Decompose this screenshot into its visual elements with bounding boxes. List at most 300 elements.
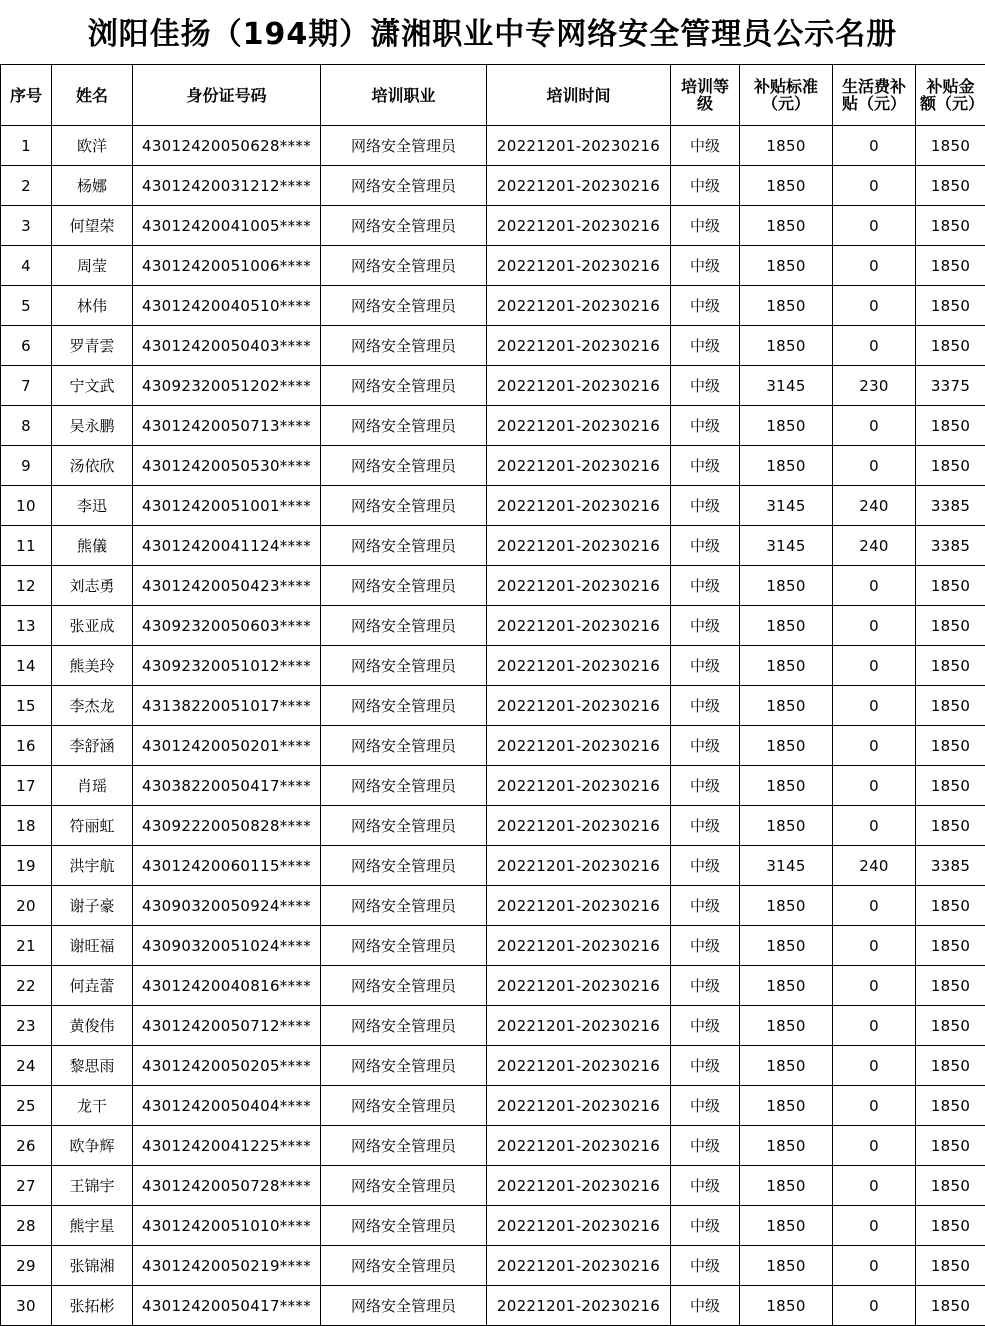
cell-occupation: 网络安全管理员 [321, 1046, 487, 1086]
cell-living-subsidy: 0 [833, 206, 916, 246]
cell-training-level: 中级 [671, 726, 740, 766]
cell-training-period: 20221201-20230216 [487, 1126, 671, 1166]
table-row [1, 1046, 985, 1086]
cell-subsidy-amount: 1850 [916, 966, 985, 1006]
cell-training-period: 20221201-20230216 [487, 246, 671, 286]
cell-training-level: 中级 [671, 1286, 740, 1326]
cell-occupation: 网络安全管理员 [321, 606, 487, 646]
cell-id-number: 43092320051012**** [133, 646, 321, 686]
cell-training-level: 中级 [671, 766, 740, 806]
cell-no: 21 [1, 926, 52, 966]
cell-occupation: 网络安全管理员 [321, 1126, 487, 1166]
cell-name: 何望荣 [52, 206, 133, 246]
cell-training-period: 20221201-20230216 [487, 406, 671, 446]
column-header-training-level: 培训等级 [671, 65, 740, 126]
cell-living-subsidy: 0 [833, 926, 916, 966]
cell-occupation: 网络安全管理员 [321, 1086, 487, 1126]
cell-id-number: 43012420050712**** [133, 1006, 321, 1046]
cell-training-level: 中级 [671, 166, 740, 206]
table-row [1, 166, 985, 206]
cell-subsidy-standard: 1850 [740, 726, 833, 766]
cell-no: 30 [1, 1286, 52, 1326]
cell-id-number: 43012420050205**** [133, 1046, 321, 1086]
cell-id-number: 43138220051017**** [133, 686, 321, 726]
cell-occupation: 网络安全管理员 [321, 326, 487, 366]
column-header-training-period: 培训时间 [487, 65, 671, 126]
cell-subsidy-amount: 1850 [916, 446, 985, 486]
cell-no: 16 [1, 726, 52, 766]
cell-training-period: 20221201-20230216 [487, 926, 671, 966]
cell-training-period: 20221201-20230216 [487, 886, 671, 926]
cell-name: 肖瑶 [52, 766, 133, 806]
cell-id-number: 43012420050403**** [133, 326, 321, 366]
cell-living-subsidy: 0 [833, 886, 916, 926]
cell-no: 12 [1, 566, 52, 606]
cell-occupation: 网络安全管理员 [321, 1166, 487, 1206]
cell-training-level: 中级 [671, 446, 740, 486]
cell-subsidy-amount: 1850 [916, 886, 985, 926]
cell-subsidy-standard: 1850 [740, 886, 833, 926]
cell-occupation: 网络安全管理员 [321, 406, 487, 446]
cell-name: 符丽虹 [52, 806, 133, 846]
cell-training-period: 20221201-20230216 [487, 1046, 671, 1086]
cell-training-level: 中级 [671, 1126, 740, 1166]
table-row [1, 686, 985, 726]
cell-name: 汤依欣 [52, 446, 133, 486]
cell-name: 张亚成 [52, 606, 133, 646]
cell-id-number: 43090320051024**** [133, 926, 321, 966]
cell-subsidy-standard: 1850 [740, 1086, 833, 1126]
cell-name: 黎思雨 [52, 1046, 133, 1086]
cell-name: 熊宇星 [52, 1206, 133, 1246]
cell-training-level: 中级 [671, 886, 740, 926]
cell-training-level: 中级 [671, 286, 740, 326]
cell-name: 张拓彬 [52, 1286, 133, 1326]
cell-subsidy-amount: 1850 [916, 246, 985, 286]
cell-name: 林伟 [52, 286, 133, 326]
cell-subsidy-amount: 3375 [916, 366, 985, 406]
cell-training-level: 中级 [671, 1006, 740, 1046]
cell-no: 3 [1, 206, 52, 246]
cell-training-period: 20221201-20230216 [487, 1206, 671, 1246]
cell-subsidy-standard: 1850 [740, 1006, 833, 1046]
cell-training-level: 中级 [671, 526, 740, 566]
cell-no: 11 [1, 526, 52, 566]
cell-id-number: 43012420050201**** [133, 726, 321, 766]
cell-name: 洪宇航 [52, 846, 133, 886]
cell-no: 24 [1, 1046, 52, 1086]
cell-id-number: 43012420050628**** [133, 126, 321, 166]
cell-occupation: 网络安全管理员 [321, 526, 487, 566]
cell-occupation: 网络安全管理员 [321, 166, 487, 206]
cell-living-subsidy: 0 [833, 1166, 916, 1206]
cell-training-period: 20221201-20230216 [487, 846, 671, 886]
table-row [1, 566, 985, 606]
cell-no: 23 [1, 1006, 52, 1046]
cell-training-period: 20221201-20230216 [487, 726, 671, 766]
cell-training-period: 20221201-20230216 [487, 286, 671, 326]
cell-living-subsidy: 0 [833, 606, 916, 646]
page-title: 浏阳佳扬（194期）潇湘职业中专网络安全管理员公示名册 [87, 17, 898, 52]
cell-subsidy-amount: 1850 [916, 1286, 985, 1326]
cell-occupation: 网络安全管理员 [321, 206, 487, 246]
cell-no: 4 [1, 246, 52, 286]
cell-id-number: 43012420050404**** [133, 1086, 321, 1126]
cell-id-number: 43012420041225**** [133, 1126, 321, 1166]
cell-training-level: 中级 [671, 1206, 740, 1246]
cell-subsidy-amount: 1850 [916, 806, 985, 846]
cell-training-period: 20221201-20230216 [487, 686, 671, 726]
cell-subsidy-standard: 1850 [740, 646, 833, 686]
cell-subsidy-amount: 1850 [916, 1246, 985, 1286]
table-row [1, 1086, 985, 1126]
cell-no: 9 [1, 446, 52, 486]
cell-training-level: 中级 [671, 966, 740, 1006]
cell-subsidy-standard: 1850 [740, 606, 833, 646]
cell-subsidy-standard: 1850 [740, 1126, 833, 1166]
column-header-living-subsidy: 生活费补贴（元） [833, 65, 916, 126]
cell-subsidy-standard: 3145 [740, 526, 833, 566]
cell-living-subsidy: 0 [833, 766, 916, 806]
cell-training-level: 中级 [671, 846, 740, 886]
cell-subsidy-amount: 3385 [916, 526, 985, 566]
cell-training-period: 20221201-20230216 [487, 646, 671, 686]
cell-no: 25 [1, 1086, 52, 1126]
cell-subsidy-amount: 1850 [916, 1166, 985, 1206]
table-row [1, 1166, 985, 1206]
cell-occupation: 网络安全管理员 [321, 1246, 487, 1286]
cell-training-period: 20221201-20230216 [487, 606, 671, 646]
cell-occupation: 网络安全管理员 [321, 1206, 487, 1246]
cell-subsidy-standard: 1850 [740, 566, 833, 606]
cell-living-subsidy: 0 [833, 446, 916, 486]
cell-subsidy-amount: 1850 [916, 1046, 985, 1086]
cell-training-level: 中级 [671, 486, 740, 526]
cell-subsidy-amount: 1850 [916, 566, 985, 606]
cell-no: 19 [1, 846, 52, 886]
table-row [1, 646, 985, 686]
cell-subsidy-standard: 1850 [740, 1166, 833, 1206]
cell-name: 张锦湘 [52, 1246, 133, 1286]
header-row [1, 65, 985, 126]
cell-id-number: 43012420050728**** [133, 1166, 321, 1206]
cell-no: 22 [1, 966, 52, 1006]
cell-name: 王锦宇 [52, 1166, 133, 1206]
cell-subsidy-amount: 3385 [916, 846, 985, 886]
cell-subsidy-amount: 1850 [916, 406, 985, 446]
cell-training-period: 20221201-20230216 [487, 1246, 671, 1286]
cell-no: 26 [1, 1126, 52, 1166]
cell-name: 欧洋 [52, 126, 133, 166]
cell-living-subsidy: 0 [833, 686, 916, 726]
cell-subsidy-amount: 1850 [916, 1206, 985, 1246]
cell-living-subsidy: 240 [833, 486, 916, 526]
cell-name: 熊美玲 [52, 646, 133, 686]
table-row [1, 206, 985, 246]
table-row [1, 606, 985, 646]
cell-subsidy-amount: 1850 [916, 766, 985, 806]
cell-name: 谢子豪 [52, 886, 133, 926]
cell-training-period: 20221201-20230216 [487, 1086, 671, 1126]
cell-living-subsidy: 0 [833, 246, 916, 286]
cell-no: 17 [1, 766, 52, 806]
cell-training-period: 20221201-20230216 [487, 366, 671, 406]
cell-id-number: 43092320051202**** [133, 366, 321, 406]
cell-training-period: 20221201-20230216 [487, 1006, 671, 1046]
cell-id-number: 43012420050530**** [133, 446, 321, 486]
cell-subsidy-standard: 1850 [740, 206, 833, 246]
table-row [1, 126, 985, 166]
cell-training-period: 20221201-20230216 [487, 206, 671, 246]
cell-subsidy-amount: 1850 [916, 126, 985, 166]
cell-id-number: 43090320050924**** [133, 886, 321, 926]
cell-id-number: 43092320050603**** [133, 606, 321, 646]
table-row [1, 726, 985, 766]
cell-subsidy-standard: 3145 [740, 486, 833, 526]
cell-subsidy-standard: 3145 [740, 846, 833, 886]
cell-living-subsidy: 0 [833, 326, 916, 366]
cell-name: 刘志勇 [52, 566, 133, 606]
cell-living-subsidy: 0 [833, 406, 916, 446]
cell-id-number: 43012420041124**** [133, 526, 321, 566]
cell-no: 2 [1, 166, 52, 206]
cell-living-subsidy: 240 [833, 526, 916, 566]
cell-name: 何垚蕾 [52, 966, 133, 1006]
cell-subsidy-standard: 1850 [740, 766, 833, 806]
table-row [1, 486, 985, 526]
cell-no: 15 [1, 686, 52, 726]
cell-training-period: 20221201-20230216 [487, 446, 671, 486]
cell-id-number: 43012420050713**** [133, 406, 321, 446]
cell-living-subsidy: 230 [833, 366, 916, 406]
cell-no: 8 [1, 406, 52, 446]
cell-id-number: 43012420040510**** [133, 286, 321, 326]
cell-subsidy-standard: 1850 [740, 446, 833, 486]
cell-living-subsidy: 0 [833, 726, 916, 766]
cell-training-level: 中级 [671, 1166, 740, 1206]
cell-occupation: 网络安全管理员 [321, 846, 487, 886]
cell-id-number: 43012420050219**** [133, 1246, 321, 1286]
cell-name: 李舒涵 [52, 726, 133, 766]
cell-name: 欧争辉 [52, 1126, 133, 1166]
cell-id-number: 43012420050417**** [133, 1286, 321, 1326]
cell-living-subsidy: 0 [833, 1206, 916, 1246]
cell-living-subsidy: 0 [833, 126, 916, 166]
cell-id-number: 43038220050417**** [133, 766, 321, 806]
cell-training-period: 20221201-20230216 [487, 1286, 671, 1326]
cell-name: 吴永鹏 [52, 406, 133, 446]
cell-occupation: 网络安全管理员 [321, 646, 487, 686]
cell-no: 14 [1, 646, 52, 686]
cell-training-level: 中级 [671, 566, 740, 606]
cell-training-period: 20221201-20230216 [487, 326, 671, 366]
cell-no: 28 [1, 1206, 52, 1246]
cell-no: 18 [1, 806, 52, 846]
cell-training-level: 中级 [671, 366, 740, 406]
roster-body [1, 126, 985, 1326]
cell-occupation: 网络安全管理员 [321, 486, 487, 526]
column-header-subsidy-amount: 补贴金额（元） [916, 65, 985, 126]
cell-subsidy-standard: 3145 [740, 366, 833, 406]
table-row [1, 926, 985, 966]
cell-living-subsidy: 0 [833, 166, 916, 206]
cell-occupation: 网络安全管理员 [321, 726, 487, 766]
cell-name: 熊儀 [52, 526, 133, 566]
cell-training-period: 20221201-20230216 [487, 766, 671, 806]
cell-subsidy-amount: 1850 [916, 726, 985, 766]
cell-living-subsidy: 0 [833, 286, 916, 326]
cell-training-level: 中级 [671, 1246, 740, 1286]
cell-occupation: 网络安全管理员 [321, 246, 487, 286]
cell-training-level: 中级 [671, 686, 740, 726]
cell-occupation: 网络安全管理员 [321, 926, 487, 966]
cell-occupation: 网络安全管理员 [321, 886, 487, 926]
column-header-subsidy-standard: 补贴标准（元） [740, 65, 833, 126]
cell-subsidy-standard: 1850 [740, 246, 833, 286]
cell-training-level: 中级 [671, 326, 740, 366]
cell-subsidy-standard: 1850 [740, 406, 833, 446]
cell-name: 罗青雲 [52, 326, 133, 366]
cell-name: 李杰龙 [52, 686, 133, 726]
cell-living-subsidy: 0 [833, 1126, 916, 1166]
cell-subsidy-standard: 1850 [740, 926, 833, 966]
cell-subsidy-amount: 1850 [916, 326, 985, 366]
cell-no: 13 [1, 606, 52, 646]
cell-living-subsidy: 0 [833, 1286, 916, 1326]
cell-subsidy-amount: 1850 [916, 166, 985, 206]
cell-id-number: 43012420041005**** [133, 206, 321, 246]
cell-no: 10 [1, 486, 52, 526]
cell-subsidy-standard: 1850 [740, 1206, 833, 1246]
cell-no: 5 [1, 286, 52, 326]
cell-subsidy-standard: 1850 [740, 1246, 833, 1286]
cell-training-period: 20221201-20230216 [487, 1166, 671, 1206]
cell-name: 周莹 [52, 246, 133, 286]
cell-id-number: 43092220050828**** [133, 806, 321, 846]
table-row [1, 886, 985, 926]
cell-subsidy-amount: 1850 [916, 1006, 985, 1046]
cell-training-period: 20221201-20230216 [487, 566, 671, 606]
cell-id-number: 43012420051001**** [133, 486, 321, 526]
cell-subsidy-standard: 1850 [740, 1286, 833, 1326]
cell-no: 29 [1, 1246, 52, 1286]
cell-occupation: 网络安全管理员 [321, 686, 487, 726]
table-row [1, 326, 985, 366]
cell-training-level: 中级 [671, 246, 740, 286]
cell-training-period: 20221201-20230216 [487, 126, 671, 166]
cell-subsidy-standard: 1850 [740, 166, 833, 206]
cell-training-period: 20221201-20230216 [487, 526, 671, 566]
cell-subsidy-amount: 1850 [916, 1086, 985, 1126]
cell-name: 杨娜 [52, 166, 133, 206]
cell-subsidy-standard: 1850 [740, 286, 833, 326]
roster-table [0, 64, 985, 1326]
cell-occupation: 网络安全管理员 [321, 566, 487, 606]
cell-subsidy-standard: 1850 [740, 966, 833, 1006]
cell-occupation: 网络安全管理员 [321, 286, 487, 326]
table-row [1, 1286, 985, 1326]
cell-id-number: 43012420050423**** [133, 566, 321, 606]
cell-subsidy-standard: 1850 [740, 806, 833, 846]
table-row [1, 846, 985, 886]
cell-occupation: 网络安全管理员 [321, 806, 487, 846]
cell-training-level: 中级 [671, 126, 740, 166]
cell-training-level: 中级 [671, 1086, 740, 1126]
cell-id-number: 43012420060115**** [133, 846, 321, 886]
cell-living-subsidy: 0 [833, 1006, 916, 1046]
cell-name: 谢旺福 [52, 926, 133, 966]
column-header-occupation: 培训职业 [321, 65, 487, 126]
cell-occupation: 网络安全管理员 [321, 446, 487, 486]
table-row [1, 1126, 985, 1166]
cell-living-subsidy: 0 [833, 646, 916, 686]
cell-subsidy-amount: 1850 [916, 926, 985, 966]
cell-occupation: 网络安全管理员 [321, 1286, 487, 1326]
cell-subsidy-amount: 1850 [916, 1126, 985, 1166]
cell-name: 宁文武 [52, 366, 133, 406]
table-row [1, 1006, 985, 1046]
table-row [1, 766, 985, 806]
cell-living-subsidy: 0 [833, 806, 916, 846]
cell-occupation: 网络安全管理员 [321, 766, 487, 806]
cell-subsidy-amount: 1850 [916, 206, 985, 246]
cell-subsidy-standard: 1850 [740, 1046, 833, 1086]
table-row [1, 406, 985, 446]
cell-living-subsidy: 0 [833, 566, 916, 606]
cell-no: 6 [1, 326, 52, 366]
table-row [1, 446, 985, 486]
cell-training-level: 中级 [671, 806, 740, 846]
cell-subsidy-standard: 1850 [740, 126, 833, 166]
cell-id-number: 43012420051006**** [133, 246, 321, 286]
column-header-no: 序号 [1, 65, 52, 126]
cell-subsidy-amount: 1850 [916, 646, 985, 686]
cell-subsidy-amount: 1850 [916, 606, 985, 646]
column-header-id-number: 身份证号码 [133, 65, 321, 126]
cell-training-period: 20221201-20230216 [487, 166, 671, 206]
cell-training-period: 20221201-20230216 [487, 966, 671, 1006]
table-row [1, 366, 985, 406]
table-row [1, 246, 985, 286]
cell-no: 7 [1, 366, 52, 406]
cell-subsidy-amount: 1850 [916, 686, 985, 726]
cell-training-level: 中级 [671, 606, 740, 646]
cell-living-subsidy: 0 [833, 1246, 916, 1286]
cell-id-number: 43012420051010**** [133, 1206, 321, 1246]
cell-living-subsidy: 0 [833, 1046, 916, 1086]
column-header-name: 姓名 [52, 65, 133, 126]
cell-subsidy-standard: 1850 [740, 326, 833, 366]
cell-occupation: 网络安全管理员 [321, 366, 487, 406]
cell-living-subsidy: 240 [833, 846, 916, 886]
cell-living-subsidy: 0 [833, 966, 916, 1006]
cell-training-period: 20221201-20230216 [487, 486, 671, 526]
cell-name: 龙干 [52, 1086, 133, 1126]
table-row [1, 526, 985, 566]
cell-occupation: 网络安全管理员 [321, 1006, 487, 1046]
cell-no: 1 [1, 126, 52, 166]
cell-subsidy-standard: 1850 [740, 686, 833, 726]
table-row [1, 1206, 985, 1246]
table-row [1, 966, 985, 1006]
cell-name: 李迅 [52, 486, 133, 526]
cell-occupation: 网络安全管理员 [321, 966, 487, 1006]
cell-name: 黄俊伟 [52, 1006, 133, 1046]
cell-no: 20 [1, 886, 52, 926]
cell-id-number: 43012420040816**** [133, 966, 321, 1006]
cell-subsidy-amount: 3385 [916, 486, 985, 526]
table-row [1, 286, 985, 326]
